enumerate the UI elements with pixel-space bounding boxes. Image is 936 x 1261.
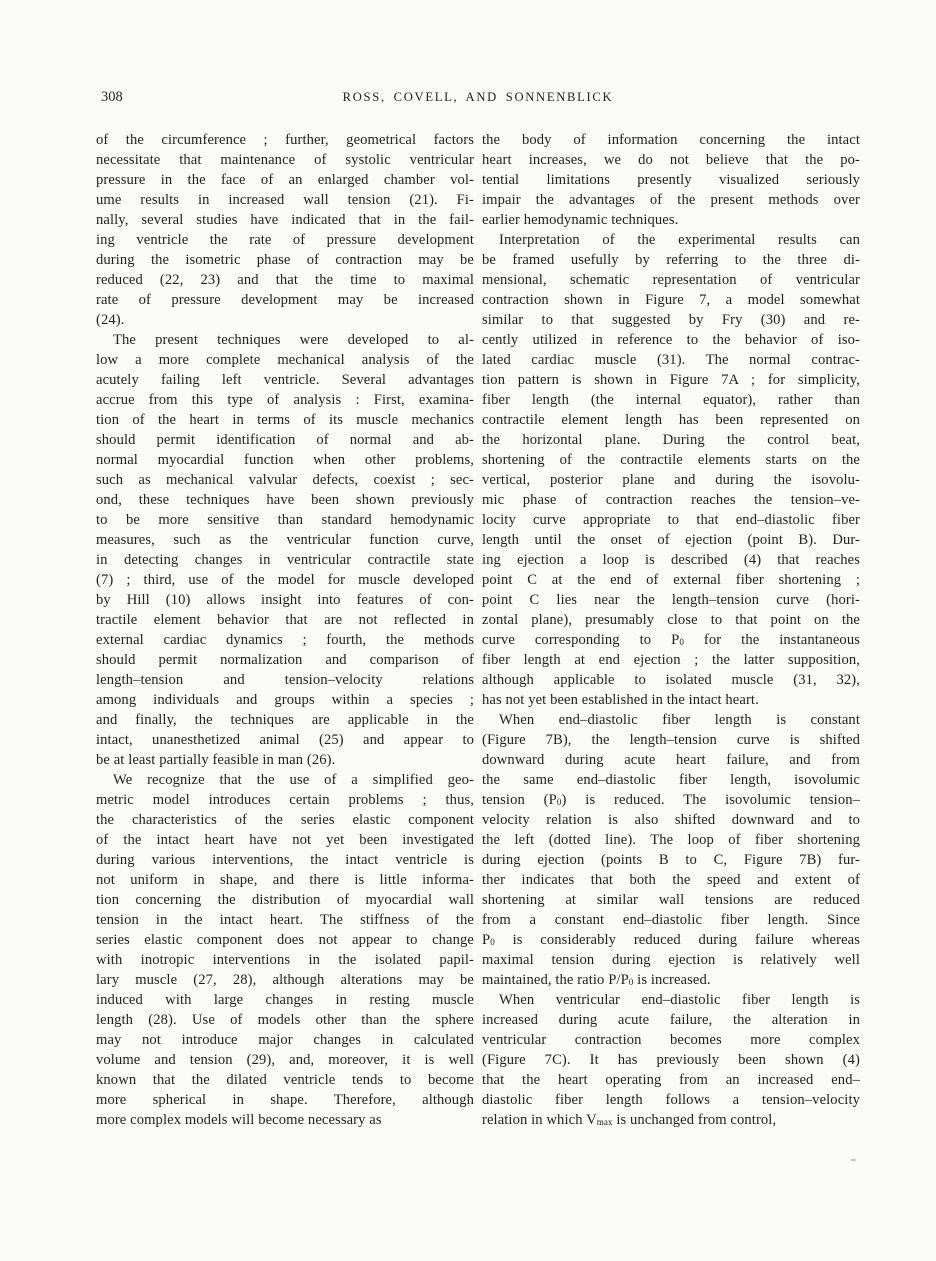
- text-line: tential limitations presently visualized seriously: [482, 172, 860, 188]
- text-line: shortening of the contractile elements starts on the: [482, 452, 860, 468]
- text-line: metric model introduces certain problems ; thus,: [96, 792, 474, 808]
- text-line: reduced (22, 23) and that the time to maximal: [96, 272, 474, 288]
- text-line: The present techniques were developed to al-: [113, 332, 474, 348]
- text-line: the same end–diastolic fiber length, isovolumic: [482, 772, 860, 788]
- text-line: nally, several studies have indicated that in the fail-: [96, 212, 474, 228]
- text-line: contraction shown in Figure 7, a model somewhat: [482, 292, 860, 308]
- text-line: diastolic fiber length follows a tension–velocity: [482, 1092, 860, 1108]
- paragraph: [482, 710, 860, 990]
- text-line: rate of pressure development may be increased: [96, 292, 474, 308]
- left-column: [96, 130, 474, 1130]
- text-line: to be more sensitive than standard hemodynamic: [96, 512, 474, 528]
- text-line: (24).: [96, 312, 125, 328]
- text-line: vertical, posterior plane and during the isovolu-: [482, 472, 860, 488]
- text-line: $P_0$ is considerably reduced during failure whereas: [482, 932, 860, 948]
- page-header: [96, 88, 860, 108]
- text-line: the left (dotted line). The loop of fiber shortening: [482, 832, 860, 848]
- text-line: although applicable to isolated muscle (31, 32),: [482, 672, 860, 688]
- text-line: locity curve appropriate to that end–diastolic fiber: [482, 512, 860, 528]
- text-line: be framed usefully by referring to the three di-: [482, 252, 860, 268]
- text-line: lary muscle (27, 28), although alterations may be: [96, 972, 474, 988]
- text-line: length until the onset of ejection (point B). Dur-: [482, 532, 860, 548]
- text-line: lated cardiac muscle (31). The normal contrac-: [482, 352, 860, 368]
- text-line: accrue from this type of analysis : First, examina-: [96, 392, 474, 408]
- text-line: should permit identification of normal and ab-: [96, 432, 474, 448]
- text-line: induced with large changes in resting muscle: [96, 992, 474, 1008]
- text-line: of the circumference ; further, geometrical factors: [96, 132, 474, 148]
- paragraph: [482, 130, 860, 230]
- scan-speck: [851, 1159, 856, 1161]
- text-line: maximal tension during ejection is relatively well: [482, 952, 860, 968]
- text-line: the body of information concerning the intact: [482, 132, 860, 148]
- paragraph: [482, 230, 860, 710]
- text-line: among individuals and groups within a species ;: [96, 692, 474, 708]
- text-line: tion pattern is shown in Figure 7A ; for simplicity,: [482, 372, 860, 388]
- text-line: has not yet been established in the intact heart.: [482, 692, 759, 708]
- text-line: necessitate that maintenance of systolic ventricular: [96, 152, 474, 168]
- text-line: mensional, schematic representation of ventricular: [482, 272, 860, 288]
- text-line: and finally, the techniques are applicable in the: [96, 712, 474, 728]
- text-line: from a constant end–diastolic fiber length. Since: [482, 912, 860, 928]
- text-line: cently utilized in reference to the behavior of iso-: [482, 332, 860, 348]
- right-column: [482, 130, 860, 1130]
- text-line: downward during acute heart failure, and from: [482, 752, 860, 768]
- text-line: tension $(P_0)$ is reduced. The isovolumic tension–: [482, 792, 861, 808]
- text-line: tion of the heart in terms of its muscle mechanics: [96, 412, 474, 428]
- text-line: of the intact heart have not yet been investigated: [96, 832, 474, 848]
- text-line: (7) ; third, use of the model for muscle developed: [96, 572, 474, 588]
- text-line: tion concerning the distribution of myocardial wall: [96, 892, 474, 908]
- page-number: 308: [101, 89, 123, 105]
- text-line: during various interventions, the intact ventricle is: [96, 852, 474, 868]
- text-line: the horizontal plane. During the control beat,: [482, 432, 860, 448]
- paragraph: [96, 770, 474, 1130]
- text-line: zontal plane), presumably close to that point on the: [482, 612, 860, 628]
- text-line: relation in which $V_{max}$ is unchanged from control,: [482, 1112, 777, 1128]
- text-line: acutely failing left ventricle. Several advantages: [96, 372, 474, 388]
- text-block: [96, 130, 860, 1130]
- text-line: We recognize that the use of a simplified geo-: [113, 772, 474, 788]
- text-line: tension in the intact heart. The stiffness of the: [96, 912, 474, 928]
- text-line: mic phase of contraction reaches the tension–ve-: [482, 492, 860, 508]
- text-line: contractile element length has been represented on: [482, 412, 860, 428]
- text-line: (Figure 7C). It has previously been shown (4): [482, 1052, 860, 1068]
- paragraph: [96, 130, 474, 330]
- text-line: ing ejection a loop is described (4) that reaches: [482, 552, 860, 568]
- running-head: ROSS, COVELL, AND SONNENBLICK: [342, 90, 614, 104]
- text-line: with inotropic interventions in the isolated papil-: [96, 952, 474, 968]
- text-line: the characteristics of the series elastic component: [96, 812, 474, 828]
- text-line: more spherical in shape. Therefore, although: [96, 1092, 474, 1108]
- text-line: measures, such as the ventricular function curve,: [96, 532, 474, 548]
- text-line: normal myocardial function when other problems,: [96, 452, 474, 468]
- text-line: pressure in the face of an enlarged chamber vol-: [96, 172, 474, 188]
- text-line: fiber length at end ejection ; the latter supposition,: [482, 652, 860, 668]
- text-line: increased during acute failure, the alteration in: [482, 1012, 860, 1028]
- text-line: be at least partially feasible in man (26).: [96, 752, 336, 768]
- text-line: point C lies near the length–tension curve (hori-: [482, 592, 860, 608]
- text-line: similar to that suggested by Fry (30) and re-: [482, 312, 860, 328]
- text-line: maintained, the ratio $P/P_0$ is increased.: [482, 972, 711, 988]
- text-line: ing ventricle the rate of pressure development: [96, 232, 474, 248]
- text-line: (Figure 7B), the length–tension curve is shifted: [482, 732, 860, 748]
- paragraph: [482, 990, 860, 1130]
- text-line: not uniform in shape, and there is little informa-: [96, 872, 474, 888]
- text-line: during ejection (points B to C, Figure 7B) fur-: [482, 852, 860, 868]
- text-line: shortening at similar wall tensions are reduced: [482, 892, 860, 908]
- text-line: ventricular contraction becomes more complex: [482, 1032, 860, 1048]
- text-line: ond, these techniques have been shown previously: [96, 492, 474, 508]
- text-line: curve corresponding to $P_0$ for the instantaneous: [482, 632, 860, 648]
- text-line: more complex models will become necessary as: [96, 1112, 382, 1128]
- text-line: ther indicates that both the speed and extent of: [482, 872, 860, 888]
- text-line: series elastic component does not appear to change: [96, 932, 474, 948]
- text-line: impair the advantages of the present methods over: [482, 192, 860, 208]
- text-line: by Hill (10) allows insight into features of con-: [96, 592, 474, 608]
- text-line: ume results in increased wall tension (21). Fi-: [96, 192, 474, 208]
- text-line: in detecting changes in ventricular contractile state: [96, 552, 474, 568]
- text-line: external cardiac dynamics ; fourth, the methods: [96, 632, 474, 648]
- text-line: during the isometric phase of contraction may be: [96, 252, 474, 268]
- text-line: heart increases, we do not believe that the po-: [482, 152, 860, 168]
- text-line: such as mechanical valvular defects, coexist ; sec-: [96, 472, 474, 488]
- text-line: When end–diastolic fiber length is constant: [499, 712, 860, 728]
- paragraph: [96, 330, 474, 770]
- text-line: that the heart operating from an increased end–: [482, 1072, 860, 1088]
- text-line: earlier hemodynamic techniques.: [482, 212, 679, 228]
- text-line: low a more complete mechanical analysis of the: [96, 352, 474, 368]
- text-line: may not introduce major changes in calculated: [96, 1032, 474, 1048]
- text-line: tractile element behavior that are not reflected in: [96, 612, 474, 628]
- text-line: volume and tension (29), and, moreover, it is well: [96, 1052, 474, 1068]
- text-line: intact, unanesthetized animal (25) and appear to: [96, 732, 474, 748]
- text-line: Interpretation of the experimental results can: [499, 232, 860, 248]
- text-line: fiber length (the internal equator), rather than: [482, 392, 860, 408]
- text-line: known that the dilated ventricle tends to become: [96, 1072, 474, 1088]
- text-line: should permit normalization and comparison of: [96, 652, 474, 668]
- text-line: point C at the end of external fiber shortening ;: [482, 572, 860, 588]
- text-line: velocity relation is also shifted downward and to: [482, 812, 860, 828]
- text-line: length (28). Use of models other than the sphere: [96, 1012, 474, 1028]
- text-line: When ventricular end–diastolic fiber length is: [499, 992, 860, 1008]
- text-line: length–tension and tension–velocity relations: [96, 672, 474, 688]
